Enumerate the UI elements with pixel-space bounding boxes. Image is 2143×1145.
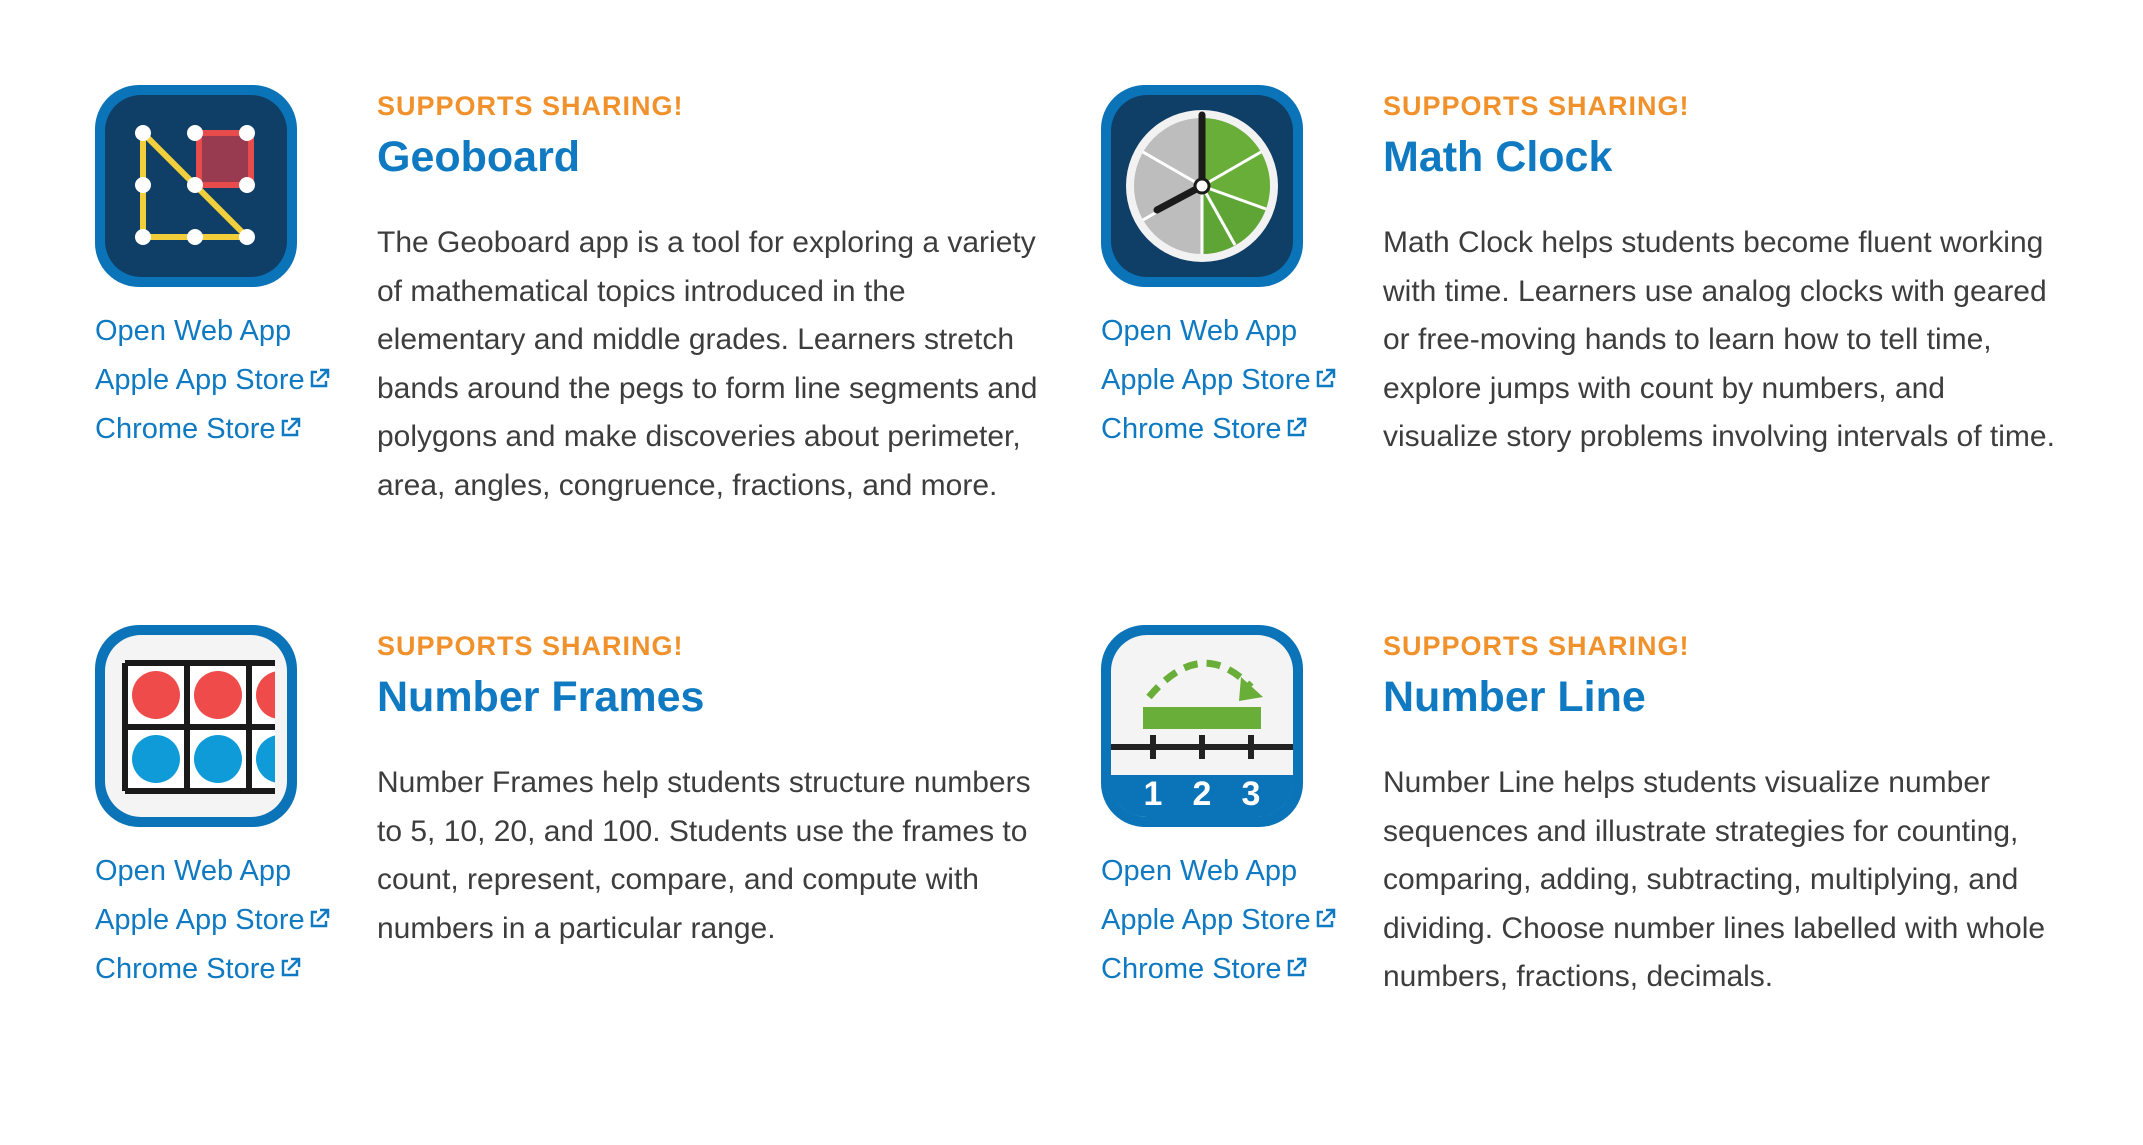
chrome-store-label: Chrome Store [95, 953, 276, 985]
math-clock-icon[interactable] [1101, 85, 1303, 287]
chrome-store-link[interactable] [95, 945, 355, 994]
external-link-icon [278, 956, 302, 980]
external-link-icon [278, 416, 302, 440]
open-web-app-link[interactable]: Open Web App [1101, 855, 1298, 887]
app-card-number-frames [95, 625, 1115, 1145]
app-description: Math Clock helps students become fluent working with time. Learners use analog clocks with geared or free-moving hands to learn how to tell time, explore jumps with count by numbers, and visualize story problems involving intervals of time. [1383, 226, 2055, 453]
app-card-math-clock [1101, 85, 2121, 605]
app-links [95, 307, 355, 454]
open-web-app-link[interactable]: Open Web App [1101, 315, 1298, 347]
chrome-store-label: Chrome Store [95, 413, 276, 445]
external-link-icon [1313, 367, 1337, 391]
app-links [1101, 847, 1361, 994]
open-web-app-link[interactable]: Open Web App [95, 855, 292, 887]
apple-app-store-link[interactable] [1101, 896, 1361, 945]
number-line-label-1: 1 [1143, 775, 1163, 813]
apple-app-store-label: Apple App Store [95, 904, 305, 936]
chrome-store-link[interactable] [1101, 945, 1361, 994]
apple-app-store-label: Apple App Store [1101, 364, 1311, 396]
chrome-store-label: Chrome Store [1101, 953, 1282, 985]
number-line-label-2: 2 [1192, 775, 1212, 813]
supports-sharing-tag: SUPPORTS SHARING! [1383, 91, 1690, 121]
external-link-icon [307, 367, 331, 391]
chrome-store-link[interactable] [1101, 405, 1361, 454]
app-links [95, 847, 355, 994]
external-link-icon [1313, 907, 1337, 931]
app-title[interactable]: Math Clock [1383, 133, 1613, 181]
app-description: The Geoboard app is a tool for exploring a variety of mathematical topics introduced in the elementary and middle grades. Learners stretch bands around the pegs to form line segments and polygons and make discoveries about perimeter, area, angles, congruence, fractions, and more. [377, 226, 1038, 502]
number-frames-icon[interactable] [95, 625, 297, 827]
apple-app-store-link[interactable] [95, 356, 355, 405]
chrome-store-label: Chrome Store [1101, 413, 1282, 445]
apple-app-store-link[interactable] [95, 896, 355, 945]
supports-sharing-tag: SUPPORTS SHARING! [377, 631, 684, 661]
supports-sharing-tag: SUPPORTS SHARING! [1383, 631, 1690, 661]
app-title[interactable]: Geoboard [377, 133, 581, 181]
supports-sharing-tag: SUPPORTS SHARING! [377, 91, 684, 121]
external-link-icon [1284, 416, 1308, 440]
geoboard-icon[interactable] [95, 85, 297, 287]
app-card-number-line [1101, 625, 2121, 1145]
external-link-icon [307, 907, 331, 931]
app-card-geoboard [95, 85, 1115, 605]
apple-app-store-link[interactable] [1101, 356, 1361, 405]
app-description: Number Line helps students visualize number sequences and illustrate strategies for counting, comparing, adding, subtracting, multiplying, and dividing. Choose number lines labelled with whole numbers, fractions, decimals. [1383, 766, 2046, 993]
apple-app-store-label: Apple App Store [95, 364, 305, 396]
number-line-label-3: 3 [1241, 775, 1261, 813]
apple-app-store-label: Apple App Store [1101, 904, 1311, 936]
app-title[interactable]: Number Frames [377, 673, 705, 721]
app-title[interactable]: Number Line [1383, 673, 1646, 721]
app-links [1101, 307, 1361, 454]
number-line-icon[interactable] [1101, 625, 1303, 827]
chrome-store-link[interactable] [95, 405, 355, 454]
external-link-icon [1284, 956, 1308, 980]
app-description: Number Frames help students structure numbers to 5, 10, 20, and 100. Students use the frames to count, represent, compare, and compute with numbers in a particular range. [377, 766, 1031, 945]
open-web-app-link[interactable]: Open Web App [95, 315, 292, 347]
